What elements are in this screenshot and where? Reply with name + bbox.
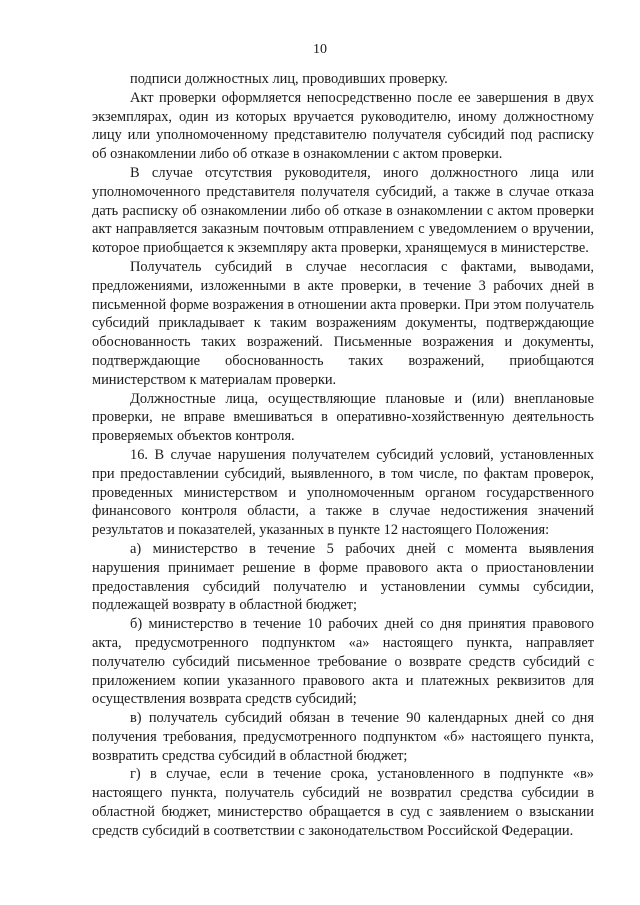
page-number: 10 (313, 42, 327, 57)
paragraph-act-issuance: Акт проверки оформляется непосредственно после ее завершения в двух экземплярах, один из которых вручается руководителю, иному должностному лицу или уполномоченному представителю получателя субсидий под расписку об ознакомлении либо об отказе в ознакомлении с актом проверки. (92, 89, 594, 163)
paragraph-act-mailing: В случае отсутствия руководителя, иного должностного лица или уполномоченного представителя получателя субсидий, а также в случае отказа дать расписку об ознакомлении либо об отказе в ознакомлении с актом проверки акт направляется заказным почтовым отправлением с уведомлением о вручении, которое приобщается к экземпляру акта проверки, хранящемуся в министерстве. (92, 164, 594, 257)
paragraph-objections: Получатель субсидий в случае несогласия с фактами, выводами, предложениями, изложенными в акте проверки, в течение 3 рабочих дней в письменной форме возражения в отношении акта проверки. При этом получатель субсидий прикладывает к таким возражениям документы, подтверждающие обоснованность таких возражений. Письменные возражения и документы, подтверждающие обоснованность таких возражений, приобщаются министерством к материалам проверки. (92, 258, 594, 388)
paragraph-officials-restriction: Должностные лица, осуществляющие плановые и (или) внеплановые проверки, не вправе вмешиваться в оперативно-хозяйственную деятельность проверяемых объектов контроля. (92, 390, 594, 445)
subparagraph-a: а) министерство в течение 5 рабочих дней с момента выявления нарушения принимает решение в форме правового акта о приостановлении предоставления субсидий получателю и установлении суммы субсидии, подлежащей возврату в областной бюджет; (92, 540, 594, 614)
subparagraph-v: в) получатель субсидий обязан в течение 90 календарных дней со дня получения требования, предусмотренного подпунктом «б» настоящего пункта, возвратить средства субсидий в областной бюджет; (92, 710, 594, 764)
document-body (92, 70, 594, 841)
paragraph-item-16: 16. В случае нарушения получателем субсидий условий, установленных при предоставлении субсидий, выявленного, в том числе, по фактам проверок, проведенных министерством и уполномоченным органом государственного финансового контроля области, а также в случае недостижения значений результатов и показателей, указанных в пункте 12 настоящего Положения: (92, 446, 594, 539)
subparagraph-g: г) в случае, если в течение срока, установленного в подпункте «в» настоящего пункта, получатель субсидий не возвратил средства субсидии в областной бюджет, министерство обращается в суд с заявлением о взыскании средств субсидий в соответствии с законодательством Российской Федерации. (92, 766, 594, 839)
subparagraph-b: б) министерство в течение 10 рабочих дней со дня принятия правового акта, предусмотренного подпунктом «а» настоящего пункта, направляет получателю субсидий письменное требование о возврате средств субсидий с приложением копии указанного правового акта и платежных реквизитов для осуществления возврата средств субсидий; (92, 616, 594, 708)
paragraph-continuation: подписи должностных лиц, проводивших проверку. (130, 71, 448, 87)
